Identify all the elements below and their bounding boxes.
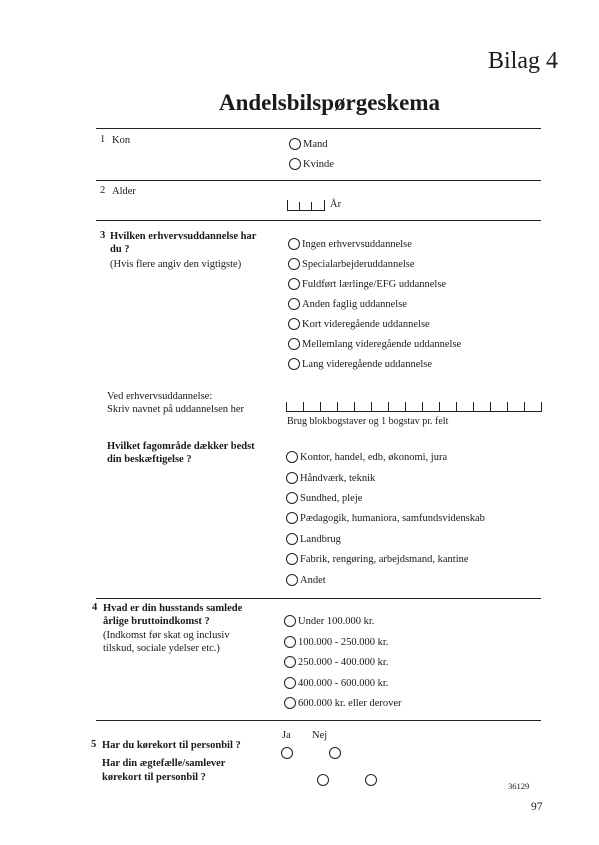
education-name-label: Ved erhvervsuddannelse: bbox=[107, 391, 213, 402]
option-male[interactable]: Mand bbox=[289, 138, 328, 152]
option-income[interactable]: 250.000 - 400.000 kr. bbox=[284, 656, 388, 670]
question-number: 3 bbox=[100, 230, 106, 241]
radio-circle-icon[interactable] bbox=[288, 358, 300, 370]
education-name-label-cont: Skriv navnet på uddannelsen her bbox=[107, 404, 245, 415]
option-income[interactable]: 600.000 kr. eller derover bbox=[284, 697, 402, 711]
radio-circle-icon[interactable] bbox=[288, 298, 300, 310]
radio-circle-icon[interactable] bbox=[286, 512, 298, 524]
option-education[interactable]: Mellemlang videregående uddannelse bbox=[288, 338, 461, 352]
divider bbox=[96, 128, 541, 129]
question-text-cont: årlige bruttoindkomst ? bbox=[103, 616, 210, 627]
radio-circle-icon[interactable] bbox=[286, 574, 298, 586]
question-number: 1 bbox=[100, 134, 106, 145]
radio-circle-icon[interactable] bbox=[288, 278, 300, 290]
column-yes: Ja bbox=[282, 730, 291, 741]
page-title: Andelsbilspørgeskema bbox=[218, 90, 441, 115]
option-education[interactable]: Anden faglig uddannelse bbox=[288, 298, 407, 312]
radio-circle-icon[interactable] bbox=[288, 258, 300, 270]
option-field[interactable]: Andet bbox=[286, 574, 326, 588]
form-code: 36129 bbox=[508, 781, 530, 791]
option-education[interactable]: Lang videregående uddannelse bbox=[288, 358, 432, 372]
option-education[interactable]: Kort videregående uddannelse bbox=[288, 318, 430, 332]
option-education[interactable]: Ingen erhvervsuddannelse bbox=[288, 238, 412, 252]
option-female[interactable]: Kvinde bbox=[289, 158, 334, 172]
option-income[interactable]: 100.000 - 250.000 kr. bbox=[284, 636, 388, 650]
radio-no-icon[interactable] bbox=[329, 747, 341, 759]
divider bbox=[96, 720, 541, 721]
radio-yes-icon[interactable] bbox=[281, 747, 293, 759]
page-number: 97 bbox=[531, 801, 543, 813]
radio-circle-icon[interactable] bbox=[284, 615, 296, 627]
sub-question-cont: kørekort til personbil ? bbox=[102, 772, 206, 783]
option-income[interactable]: 400.000 - 600.000 kr. bbox=[284, 677, 388, 691]
question-hint: (Hvis flere angiv den vigtigste) bbox=[110, 259, 242, 270]
field-question: Hvilket fagområde dækker bedst bbox=[107, 441, 255, 452]
divider bbox=[96, 220, 541, 221]
radio-circle-icon[interactable] bbox=[286, 472, 298, 484]
radio-circle-icon[interactable] bbox=[284, 636, 296, 648]
radio-circle-icon[interactable] bbox=[288, 338, 300, 350]
radio-circle-icon[interactable] bbox=[288, 318, 300, 330]
radio-circle-icon[interactable] bbox=[284, 656, 296, 668]
option-field[interactable]: Pædagogik, humaniora, samfundsvidenskab bbox=[286, 512, 485, 526]
radio-yes-icon[interactable] bbox=[317, 774, 329, 786]
radio-circle-icon[interactable] bbox=[288, 238, 300, 250]
radio-circle-icon[interactable] bbox=[286, 553, 298, 565]
radio-circle-icon[interactable] bbox=[289, 158, 301, 170]
option-field[interactable]: Håndværk, teknik bbox=[286, 472, 375, 486]
option-income[interactable]: Under 100.000 kr. bbox=[284, 615, 374, 629]
age-input[interactable] bbox=[287, 200, 325, 211]
education-name-input[interactable] bbox=[286, 402, 542, 412]
option-education[interactable]: Fuldført lærlinge/EFG uddannelse bbox=[288, 278, 446, 292]
question-number: 5 bbox=[91, 739, 97, 750]
question-number: 4 bbox=[92, 602, 98, 613]
question-text: Hvilken erhvervsuddannelse har bbox=[110, 231, 257, 242]
radio-circle-icon[interactable] bbox=[286, 451, 298, 463]
sub-question: Har din ægtefælle/samlever bbox=[102, 758, 226, 769]
question-text: Kon bbox=[112, 135, 131, 146]
age-unit: År bbox=[330, 199, 342, 210]
question-number: 2 bbox=[100, 185, 106, 196]
option-field[interactable]: Landbrug bbox=[286, 533, 341, 547]
divider bbox=[96, 180, 541, 181]
field-question-cont: din beskæftigelse ? bbox=[107, 454, 192, 465]
education-name-hint: Brug blokbogstaver og 1 bogstav pr. felt bbox=[287, 416, 449, 427]
radio-circle-icon[interactable] bbox=[286, 492, 298, 504]
question-hint: (Indkomst før skat og inclusiv bbox=[103, 630, 230, 641]
radio-circle-icon[interactable] bbox=[284, 697, 296, 709]
radio-circle-icon[interactable] bbox=[289, 138, 301, 150]
option-field[interactable]: Fabrik, rengøring, arbejdsmand, kantine bbox=[286, 553, 469, 567]
question-text: Hvad er din husstands samlede bbox=[103, 603, 243, 614]
option-field[interactable]: Kontor, handel, edb, økonomi, jura bbox=[286, 451, 447, 465]
option-field[interactable]: Sundhed, pleje bbox=[286, 492, 362, 506]
question-text-cont: du ? bbox=[110, 244, 130, 255]
option-education[interactable]: Specialarbejderuddannelse bbox=[288, 258, 415, 272]
appendix-label: Bilag 4 bbox=[488, 48, 558, 74]
radio-circle-icon[interactable] bbox=[284, 677, 296, 689]
radio-no-icon[interactable] bbox=[365, 774, 377, 786]
radio-circle-icon[interactable] bbox=[286, 533, 298, 545]
question-hint-cont: tilskud, sociale ydelser etc.) bbox=[103, 643, 220, 654]
column-no: Nej bbox=[312, 730, 328, 741]
question-text: Har du kørekort til personbil ? bbox=[102, 740, 241, 751]
divider bbox=[96, 598, 541, 599]
question-text: Alder bbox=[112, 186, 136, 197]
